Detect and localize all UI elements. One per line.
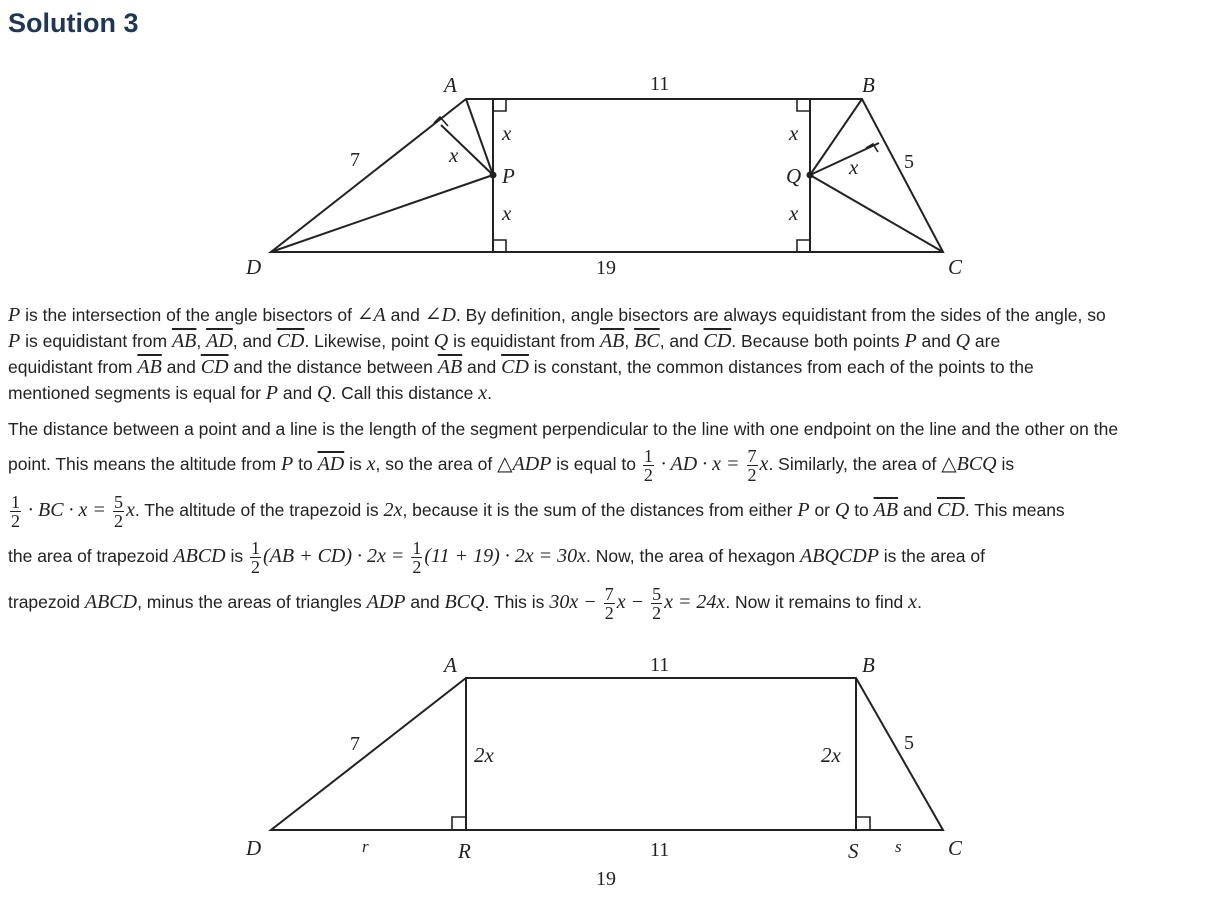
right-angle-mark — [493, 99, 506, 111]
point-q — [807, 172, 814, 179]
dist-label: x — [789, 201, 799, 225]
paragraph-area — [8, 416, 1208, 626]
label-b: B — [862, 653, 875, 677]
right-angle-mark — [797, 99, 810, 111]
point-p — [490, 172, 497, 179]
height-label: 2x — [474, 743, 494, 767]
label-q: Q — [786, 164, 802, 188]
text-line: P is equidistant from $\overline{AB}$, $\overline{AD}$, and $\overline{CD}$. Likewise, point Q is equidistant from $\overline{AB}$, $\overline{BC}$, and $\overline{CD}$. Because both points P and Q are — [8, 330, 1001, 352]
label-a: A — [444, 653, 457, 677]
dist-label: x — [502, 121, 512, 145]
text-line: $\frac{1}{2}$ · BC · x = $\frac{5}{2}$ x. The altitude of the trapezoid is 2x, because it is the sum of the distances from either P or Q to $\overline{AB}$ and $\overline{CD}$. This means — [11, 491, 1065, 531]
label-a: A — [444, 73, 457, 97]
right-angle-mark — [493, 240, 506, 252]
trapezoid-abcd — [271, 99, 943, 252]
section-heading: Solution 3 — [8, 8, 139, 38]
text-line: the area of trapezoid ABCD is $\frac{1}{2}$ (AB + CD) · 2x = $\frac{1}{2}$ (11 + 19) · 2x = 30x. Now, the area of hexagon ABQCDP is the area of — [8, 537, 985, 577]
text-line: The distance between a point and a line is the length of the segment perpendicular to the line with one endpoint on the line and the other on the — [8, 419, 1119, 439]
length-ad: 7 — [350, 733, 360, 755]
figure-trapezoid-bisectors — [0, 60, 1216, 285]
label-s: S — [848, 839, 859, 863]
length-ab: 11 — [650, 654, 670, 676]
segment-ap — [466, 99, 493, 175]
label-r-length: r — [362, 837, 369, 856]
length-ad: 7 — [350, 149, 360, 171]
length-bc: 5 — [904, 732, 914, 754]
right-angle-mark — [434, 117, 448, 126]
length-dc: 19 — [596, 257, 616, 279]
text-line: equidistant from $\overline{AB}$ and $\overline{CD}$ and the distance between $\overline{AB}$ and $\overline{CD}$ is constant, the common distances from each of the points to the — [8, 356, 1034, 378]
length-ab: 11 — [650, 73, 670, 95]
label-r: R — [458, 839, 471, 863]
text-line: trapezoid ABCD, minus the areas of triangles ADP and BCQ. This is 30x − $\frac{7}{2}$ x − $\frac{5}{2}$ x = 24x. Now it remains to find x. — [8, 583, 922, 623]
segment-dp — [271, 175, 493, 252]
label-p: P — [502, 164, 515, 188]
dist-label: x — [849, 155, 859, 179]
figure-trapezoid-altitudes — [0, 650, 1216, 900]
trapezoid-abcd — [271, 678, 943, 830]
height-label: 2x — [821, 743, 841, 767]
dist-label: x — [502, 201, 512, 225]
right-angle-mark — [452, 817, 466, 830]
label-b: B — [862, 73, 875, 97]
right-angle-mark — [797, 240, 810, 252]
text-line: point. This means the altitude from P to $\overline{AD}$ is x, so the area of △ADP is equal to $\frac{1}{2}$ · AD · x = $\frac{7}{2}$ x. Similarly, the area of △BCQ is — [8, 445, 1015, 485]
label-c: C — [948, 836, 963, 860]
right-angle-mark — [856, 817, 870, 830]
dist-label: x — [789, 121, 799, 145]
text-line: P is the intersection of the angle bisectors of ∠A and ∠D. By definition, angle bisectors are always equidistant from the sides of the angle, so — [8, 304, 1106, 326]
length-dc: 19 — [596, 868, 616, 890]
text-line: mentioned segments is equal for P and Q. Call this distance x. — [8, 382, 493, 404]
label-d: D — [246, 255, 262, 279]
paragraph-bisectors — [8, 302, 1208, 406]
label-s-length: s — [895, 837, 902, 856]
label-d: D — [246, 836, 262, 860]
dist-label: x — [449, 143, 459, 167]
label-c: C — [948, 255, 963, 279]
length-rs: 11 — [650, 839, 670, 861]
length-bc: 5 — [904, 151, 914, 173]
